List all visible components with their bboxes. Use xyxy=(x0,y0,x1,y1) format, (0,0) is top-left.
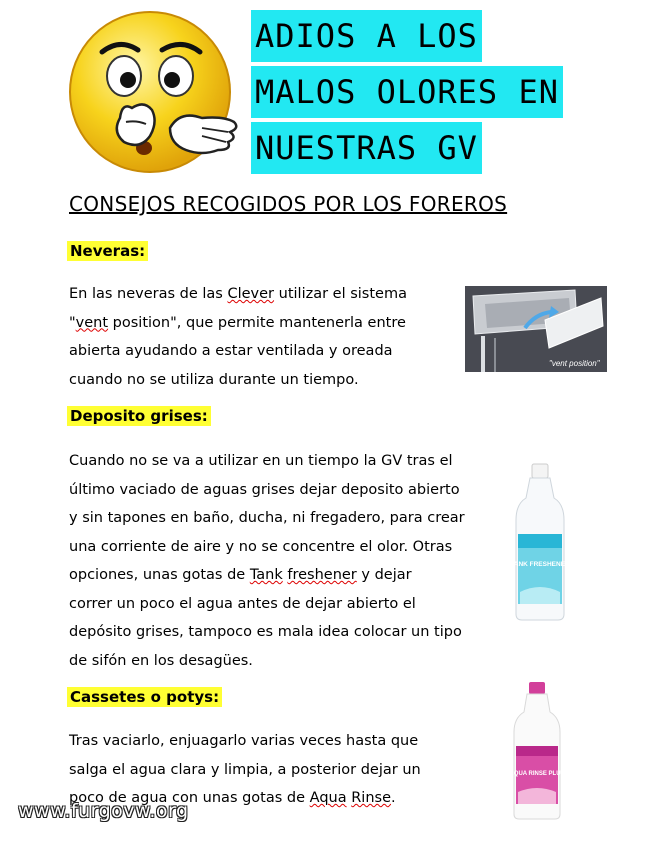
subtitle: CONSEJOS RECOGIDOS POR LOS FOREROS xyxy=(69,192,508,216)
watermark: www.furgovw.org xyxy=(18,800,189,822)
text-segment: utilizar el sistema xyxy=(274,286,407,302)
fridge-vent-caption: "vent position" xyxy=(549,359,600,368)
paragraph-line xyxy=(69,590,465,619)
title-line-3: NUESTRAS GV xyxy=(251,122,482,174)
text-segment: Rinse xyxy=(351,790,391,806)
text-segment: una corriente de aire y no se concentre el olor. Otras xyxy=(69,538,453,555)
paragraph-line xyxy=(69,727,421,756)
text-segment: y sin tapones en baño, ducha, ni fregadero, para crear xyxy=(69,510,465,526)
text-segment: opciones, unas gotas de xyxy=(69,567,250,583)
text-segment: position", que permite mantenerla entre xyxy=(108,314,406,331)
aqua-rinse-bottle-image xyxy=(509,682,565,820)
paragraph-line xyxy=(69,476,465,505)
title-line-1: ADIOS A LOS xyxy=(251,10,482,62)
text-segment: Cuando no se va a utilizar en un tiempo la GV tras el xyxy=(69,453,453,469)
paragraph-deposito-grises xyxy=(69,447,465,675)
smelly-emoji-icon xyxy=(62,10,242,180)
tank-freshener-bottle-image xyxy=(510,464,570,622)
text-segment: correr un poco el agua antes de dejar abierto el xyxy=(69,595,416,612)
text-segment: poco de agua con unas gotas de xyxy=(69,790,310,806)
text-segment: " xyxy=(69,314,76,331)
text-segment: Clever xyxy=(227,286,275,302)
tank-freshener-label: TANK FRESHENER xyxy=(510,561,570,568)
aqua-rinse-label: AQUA RINSE PLUS xyxy=(509,771,565,777)
paragraph-line xyxy=(69,561,465,590)
text-segment: freshener xyxy=(287,567,357,583)
text-segment: de sifón en los desagües. xyxy=(69,652,253,669)
paragraph-line xyxy=(69,309,407,338)
section-label-cassetes: Cassetes o potys: xyxy=(67,687,222,707)
paragraph-line xyxy=(69,504,465,533)
text-segment: Aqua xyxy=(309,790,347,806)
text-segment: Tras vaciarlo, enjuagarlo varias veces hasta que xyxy=(69,733,419,749)
text-segment: depósito grises, tampoco es mala idea colocar un tipo xyxy=(69,624,462,640)
paragraph-line xyxy=(69,618,465,647)
text-segment: Tank xyxy=(249,567,283,583)
paragraph-line xyxy=(69,447,465,476)
paragraph-line xyxy=(69,366,407,395)
text-segment: cuando no se utiliza durante un tiempo. xyxy=(69,371,359,388)
section-label-deposito-grises: Deposito grises: xyxy=(67,406,211,426)
paragraph-neveras xyxy=(69,280,407,394)
text-segment: . xyxy=(391,790,396,806)
text-segment: abierta ayudando a estar ventilada y oreada xyxy=(69,343,393,359)
text-segment: En las neveras de las xyxy=(69,286,228,302)
paragraph-line xyxy=(69,533,465,562)
paragraph-line xyxy=(69,280,407,309)
title-line-2: MALOS OLORES EN xyxy=(251,66,563,118)
text-segment: vent xyxy=(75,314,109,331)
fridge-vent-image xyxy=(465,286,607,372)
text-segment: salga el agua clara y limpia, a posterior dejar un xyxy=(69,761,421,778)
text-segment: último vaciado de aguas grises dejar deposito abierto xyxy=(69,481,460,498)
section-label-neveras: Neveras: xyxy=(67,241,148,261)
paragraph-line xyxy=(69,337,407,366)
paragraph-line xyxy=(69,647,465,676)
text-segment: y dejar xyxy=(356,567,412,583)
paragraph-line xyxy=(69,756,421,785)
